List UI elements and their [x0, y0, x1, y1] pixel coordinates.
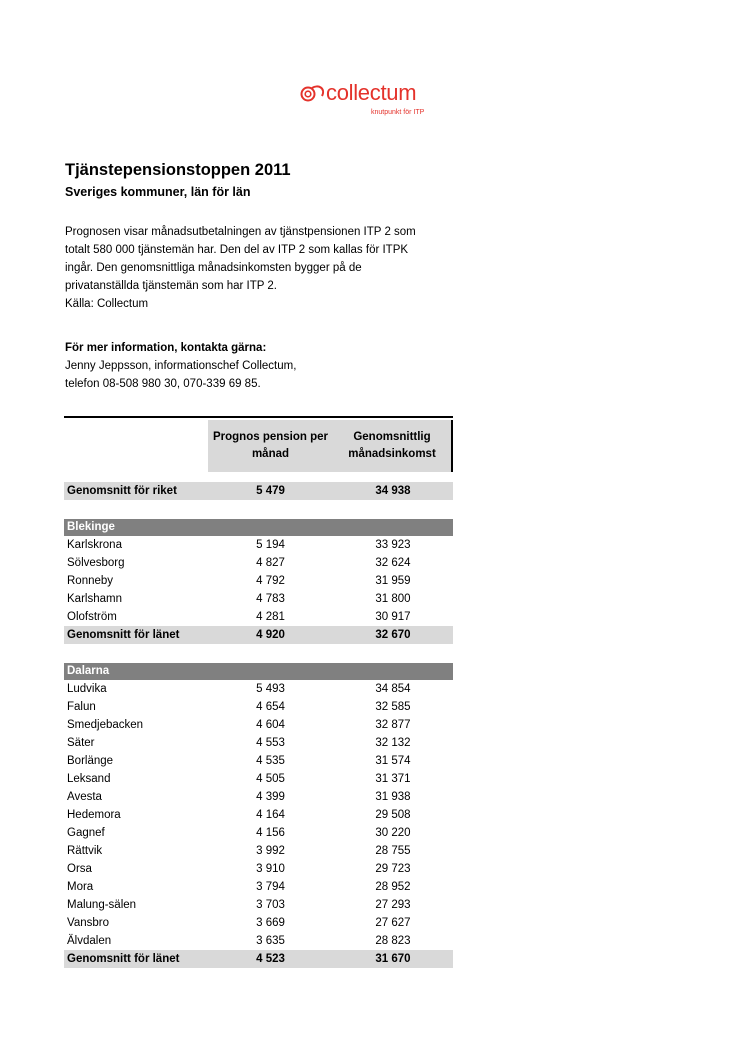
regions-container	[64, 500, 453, 968]
income-value: 28 755	[375, 845, 411, 857]
income-value: 32 132	[375, 737, 411, 749]
pension-value: 4 783	[256, 593, 285, 605]
contact-line: Jenny Jeppsson, informationschef Collectum,	[65, 360, 297, 372]
contact-heading: För mer information, kontakta gärna:	[65, 342, 267, 354]
row-label: Hedemora	[67, 809, 121, 821]
row-label: Älvdalen	[67, 935, 112, 947]
income-value: 34 854	[375, 683, 411, 695]
row-label: Orsa	[67, 863, 92, 875]
table-header	[64, 416, 453, 474]
page-title: Tjänstepensionstoppen 2011	[65, 161, 291, 179]
row-label: Ludvika	[67, 683, 107, 695]
income-value: 31 371	[375, 773, 411, 785]
row-label: Falun	[67, 701, 96, 713]
pension-value: 4 792	[256, 575, 285, 587]
table-row	[64, 752, 453, 770]
pension-value: 4 505	[256, 773, 285, 785]
table-row	[64, 680, 453, 698]
income-value: 31 938	[375, 791, 411, 803]
intro-line: ingår. Den genomsnittliga månadsinkomsten bygger på de	[65, 262, 362, 274]
income-value: 27 627	[375, 917, 411, 929]
row-label: Borlänge	[67, 755, 114, 767]
pension-value: 4 164	[256, 809, 285, 821]
logo-wordmark: collectum	[326, 80, 417, 105]
intro-line: totalt 580 000 tjänstemän har. Den del av ITP 2 som kallas för ITPK	[65, 244, 409, 256]
income-value: 29 723	[375, 863, 411, 875]
row-label: Avesta	[67, 791, 102, 803]
pension-table	[64, 416, 453, 968]
pension-value: 5 493	[256, 683, 285, 695]
pension-value: 3 703	[256, 899, 285, 911]
region-average-row	[64, 626, 453, 644]
table-row	[64, 878, 453, 896]
income-value: 32 877	[375, 719, 411, 731]
income-value: 31 959	[375, 575, 411, 587]
region-name: Dalarna	[67, 665, 110, 677]
row-label: Olofström	[67, 611, 117, 623]
region-spacer	[64, 500, 453, 519]
table-row	[64, 608, 453, 626]
table-row	[64, 860, 453, 878]
income-value: 31 574	[375, 755, 411, 767]
table-row	[64, 770, 453, 788]
header-pension-line: Prognos pension per	[212, 431, 328, 443]
intro-line: Prognosen visar månadsutbetalningen av tjänstpensionen ITP 2 som	[65, 226, 416, 238]
row-label: Säter	[67, 737, 95, 749]
table-row	[64, 788, 453, 806]
pension-value: 4 553	[256, 737, 285, 749]
table-row	[64, 536, 453, 554]
row-label: Sölvesborg	[67, 557, 125, 569]
income-value: 27 293	[375, 899, 411, 911]
pension-value: 4 156	[256, 827, 285, 839]
pension-value: 5 194	[256, 539, 285, 551]
row-label: Karlskrona	[67, 539, 122, 551]
pension-value: 4 920	[256, 629, 285, 641]
intro-line: privatanställda tjänstemän som har ITP 2.	[65, 280, 278, 292]
income-value: 29 508	[375, 809, 411, 821]
income-value: 30 220	[375, 827, 411, 839]
table-row	[64, 716, 453, 734]
collectum-logo	[300, 82, 450, 122]
income-value: 30 917	[375, 611, 411, 623]
income-value: 28 823	[375, 935, 411, 947]
header-income-line: månadsinkomst	[348, 448, 436, 460]
income-value: 28 952	[375, 881, 411, 893]
contact-block	[65, 339, 296, 393]
row-label: Rättvik	[67, 845, 103, 857]
income-value: 34 938	[375, 485, 411, 497]
row-label: Ronneby	[67, 575, 114, 587]
table-row	[64, 698, 453, 716]
table-row	[64, 842, 453, 860]
income-value: 32 670	[375, 629, 411, 641]
pension-value: 3 635	[256, 935, 285, 947]
header-pension	[208, 420, 333, 472]
region-header	[64, 663, 453, 680]
table-row	[64, 896, 453, 914]
row-label: Genomsnitt för länet	[67, 953, 180, 965]
national-average-row	[64, 482, 453, 500]
page-subtitle: Sveriges kommuner, län för län	[65, 185, 251, 199]
row-label: Genomsnitt för riket	[67, 485, 177, 497]
row-label: Smedjebacken	[67, 719, 144, 731]
table-row	[64, 932, 453, 950]
pension-value: 3 910	[256, 863, 285, 875]
header-income-line: Genomsnittlig	[353, 431, 431, 443]
pension-value: 4 523	[256, 953, 285, 965]
income-value: 33 923	[375, 539, 411, 551]
region-average-row	[64, 950, 453, 968]
region-name: Blekinge	[67, 521, 115, 533]
income-value: 31 670	[375, 953, 411, 965]
row-label: Gagnef	[67, 827, 105, 839]
row-label: Genomsnitt för länet	[67, 629, 180, 641]
pension-value: 4 535	[256, 755, 285, 767]
header-pension-line: månad	[251, 448, 290, 460]
intro-paragraph	[65, 223, 465, 313]
pension-value: 5 479	[256, 485, 285, 497]
pension-value: 4 399	[256, 791, 285, 803]
pension-value: 3 794	[256, 881, 285, 893]
pension-value: 4 654	[256, 701, 285, 713]
source-line: Källa: Collectum	[65, 298, 149, 310]
row-label: Karlshamn	[67, 593, 122, 605]
row-label: Vansbro	[67, 917, 109, 929]
contact-line: telefon 08-508 980 30, 070-339 69 85.	[65, 378, 261, 390]
pension-value: 3 669	[256, 917, 285, 929]
table-row	[64, 554, 453, 572]
table-row	[64, 734, 453, 752]
table-row	[64, 572, 453, 590]
header-income	[333, 420, 453, 472]
table-row	[64, 806, 453, 824]
pension-value: 4 281	[256, 611, 285, 623]
income-value: 32 624	[375, 557, 411, 569]
table-row	[64, 914, 453, 932]
table-row	[64, 824, 453, 842]
logo-tagline: knutpunkt för ITP	[371, 109, 425, 116]
row-label: Malung-sälen	[67, 899, 137, 911]
row-label: Leksand	[67, 773, 111, 785]
row-label: Mora	[67, 881, 94, 893]
collectum-logo-icon	[300, 84, 328, 104]
table-row	[64, 590, 453, 608]
pension-value: 4 604	[256, 719, 285, 731]
income-value: 32 585	[375, 701, 411, 713]
region-header	[64, 519, 453, 536]
region-spacer	[64, 644, 453, 663]
pension-value: 3 992	[256, 845, 285, 857]
income-value: 31 800	[375, 593, 411, 605]
pension-value: 4 827	[256, 557, 285, 569]
